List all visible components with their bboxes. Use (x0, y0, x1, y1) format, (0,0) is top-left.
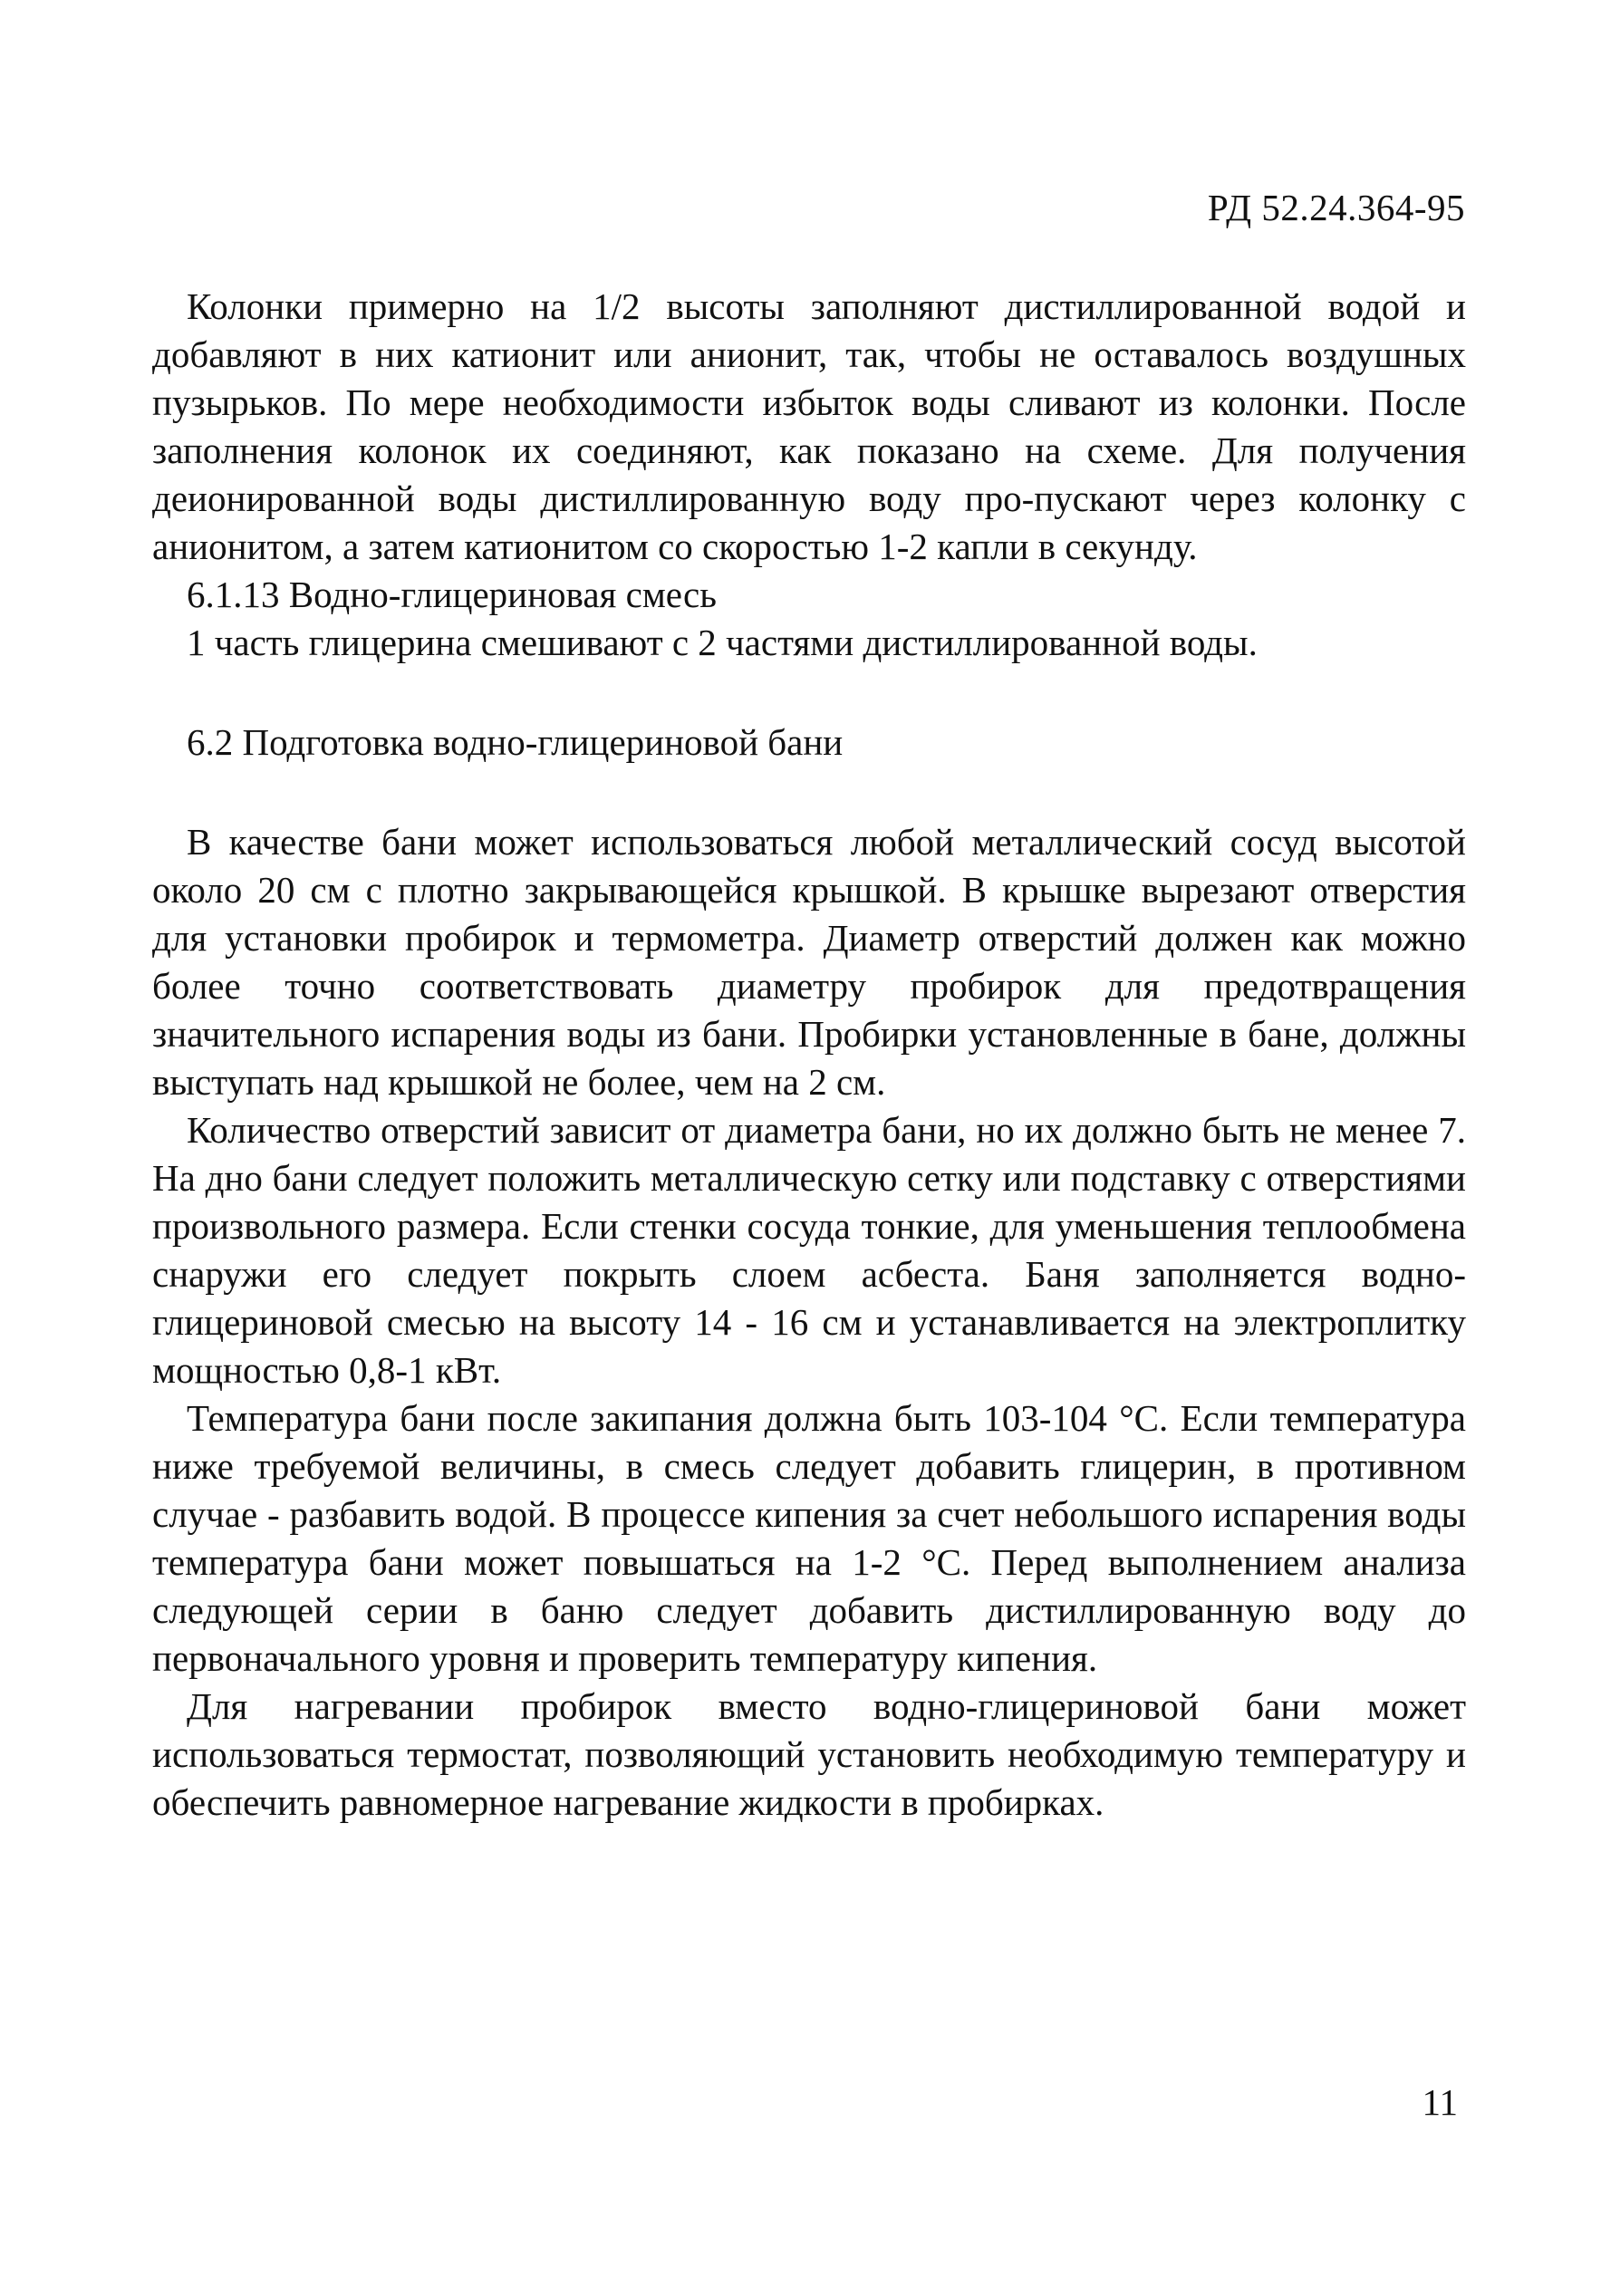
section-6-1-13-title: 6.1.13 Водно-глицериновая смесь (187, 574, 717, 615)
section-6-2-heading: 6.2 Подготовка водно-глицериновой бани (187, 721, 844, 763)
paragraph-glycerin-mixture: 1 часть глицерина смешивают с 2 частями дистиллированной воды. (187, 622, 1258, 663)
page-content (152, 283, 1466, 1827)
page-number: 11 (1422, 2081, 1458, 2123)
document-code: РД 52.24.364-95 (1207, 187, 1465, 228)
paragraph-holes-count: Количество отверстий зависит от диаметра бани, но их должно быть не менее 7. На дно бани следует положить металлическую сетку или подставку с отверстиями произвольного размера. Если стенки сосуда тонкие, для уменьшения теплообмена снаружи его следует покрыть слоем асбеста. Баня заполняется водно-глицериновой смесью на высоту 14 - 16 см и устанавливается на электроплитку мощностью 0,8-1 кВт. (152, 1109, 1466, 1391)
paragraph-columns-filling: Колонки примерно на 1/2 высоты заполняют дистиллированной водой и добавляют в них катионит или анионит, так, чтобы не оставалось воздушных пузырьков. По мере необходимости избыток воды сливают из колонки. После заполнения колонок их соединяют, как показано на схеме. Для получения деионированной воды дистиллированную воду про-пускают через колонку с анионитом, а затем катионитом со скоростью 1-2 капли в секунду. (152, 285, 1466, 567)
paragraph-thermostat-alternative: Для нагревании пробирок вместо водно-глицериновой бани может использоваться термостат, позволяющий установить необходимую температуру и обеспечить равномерное нагревание жидкости в пробирках. (152, 1685, 1466, 1823)
paragraph-bath-temperature: Температура бани после закипания должна быть 103-104 °С. Если температура ниже требуемой величины, в смесь следует добавить глицерин, в противном случае - разбавить водой. В процессе кипения за счет небольшого испарения воды температура бани может повышаться на 1-2 °С. Перед выполнением анализа следующей серии в баню следует добавить дистиллированную воду до первоначального уровня и проверить температуру кипения. (152, 1397, 1466, 1679)
paragraph-bath-vessel: В качестве бани может использоваться любой металлический сосуд высотой около 20 см с плотно закрывающейся крышкой. В крышке вырезают отверстия для установки пробирок и термометра. Диаметр отверстий должен как можно более точно соответствовать диаметру пробирок для предотвращения значительного испарения воды из бани. Пробирки установленные в бане, должны выступать над крышкой не более, чем на 2 см. (152, 821, 1466, 1103)
